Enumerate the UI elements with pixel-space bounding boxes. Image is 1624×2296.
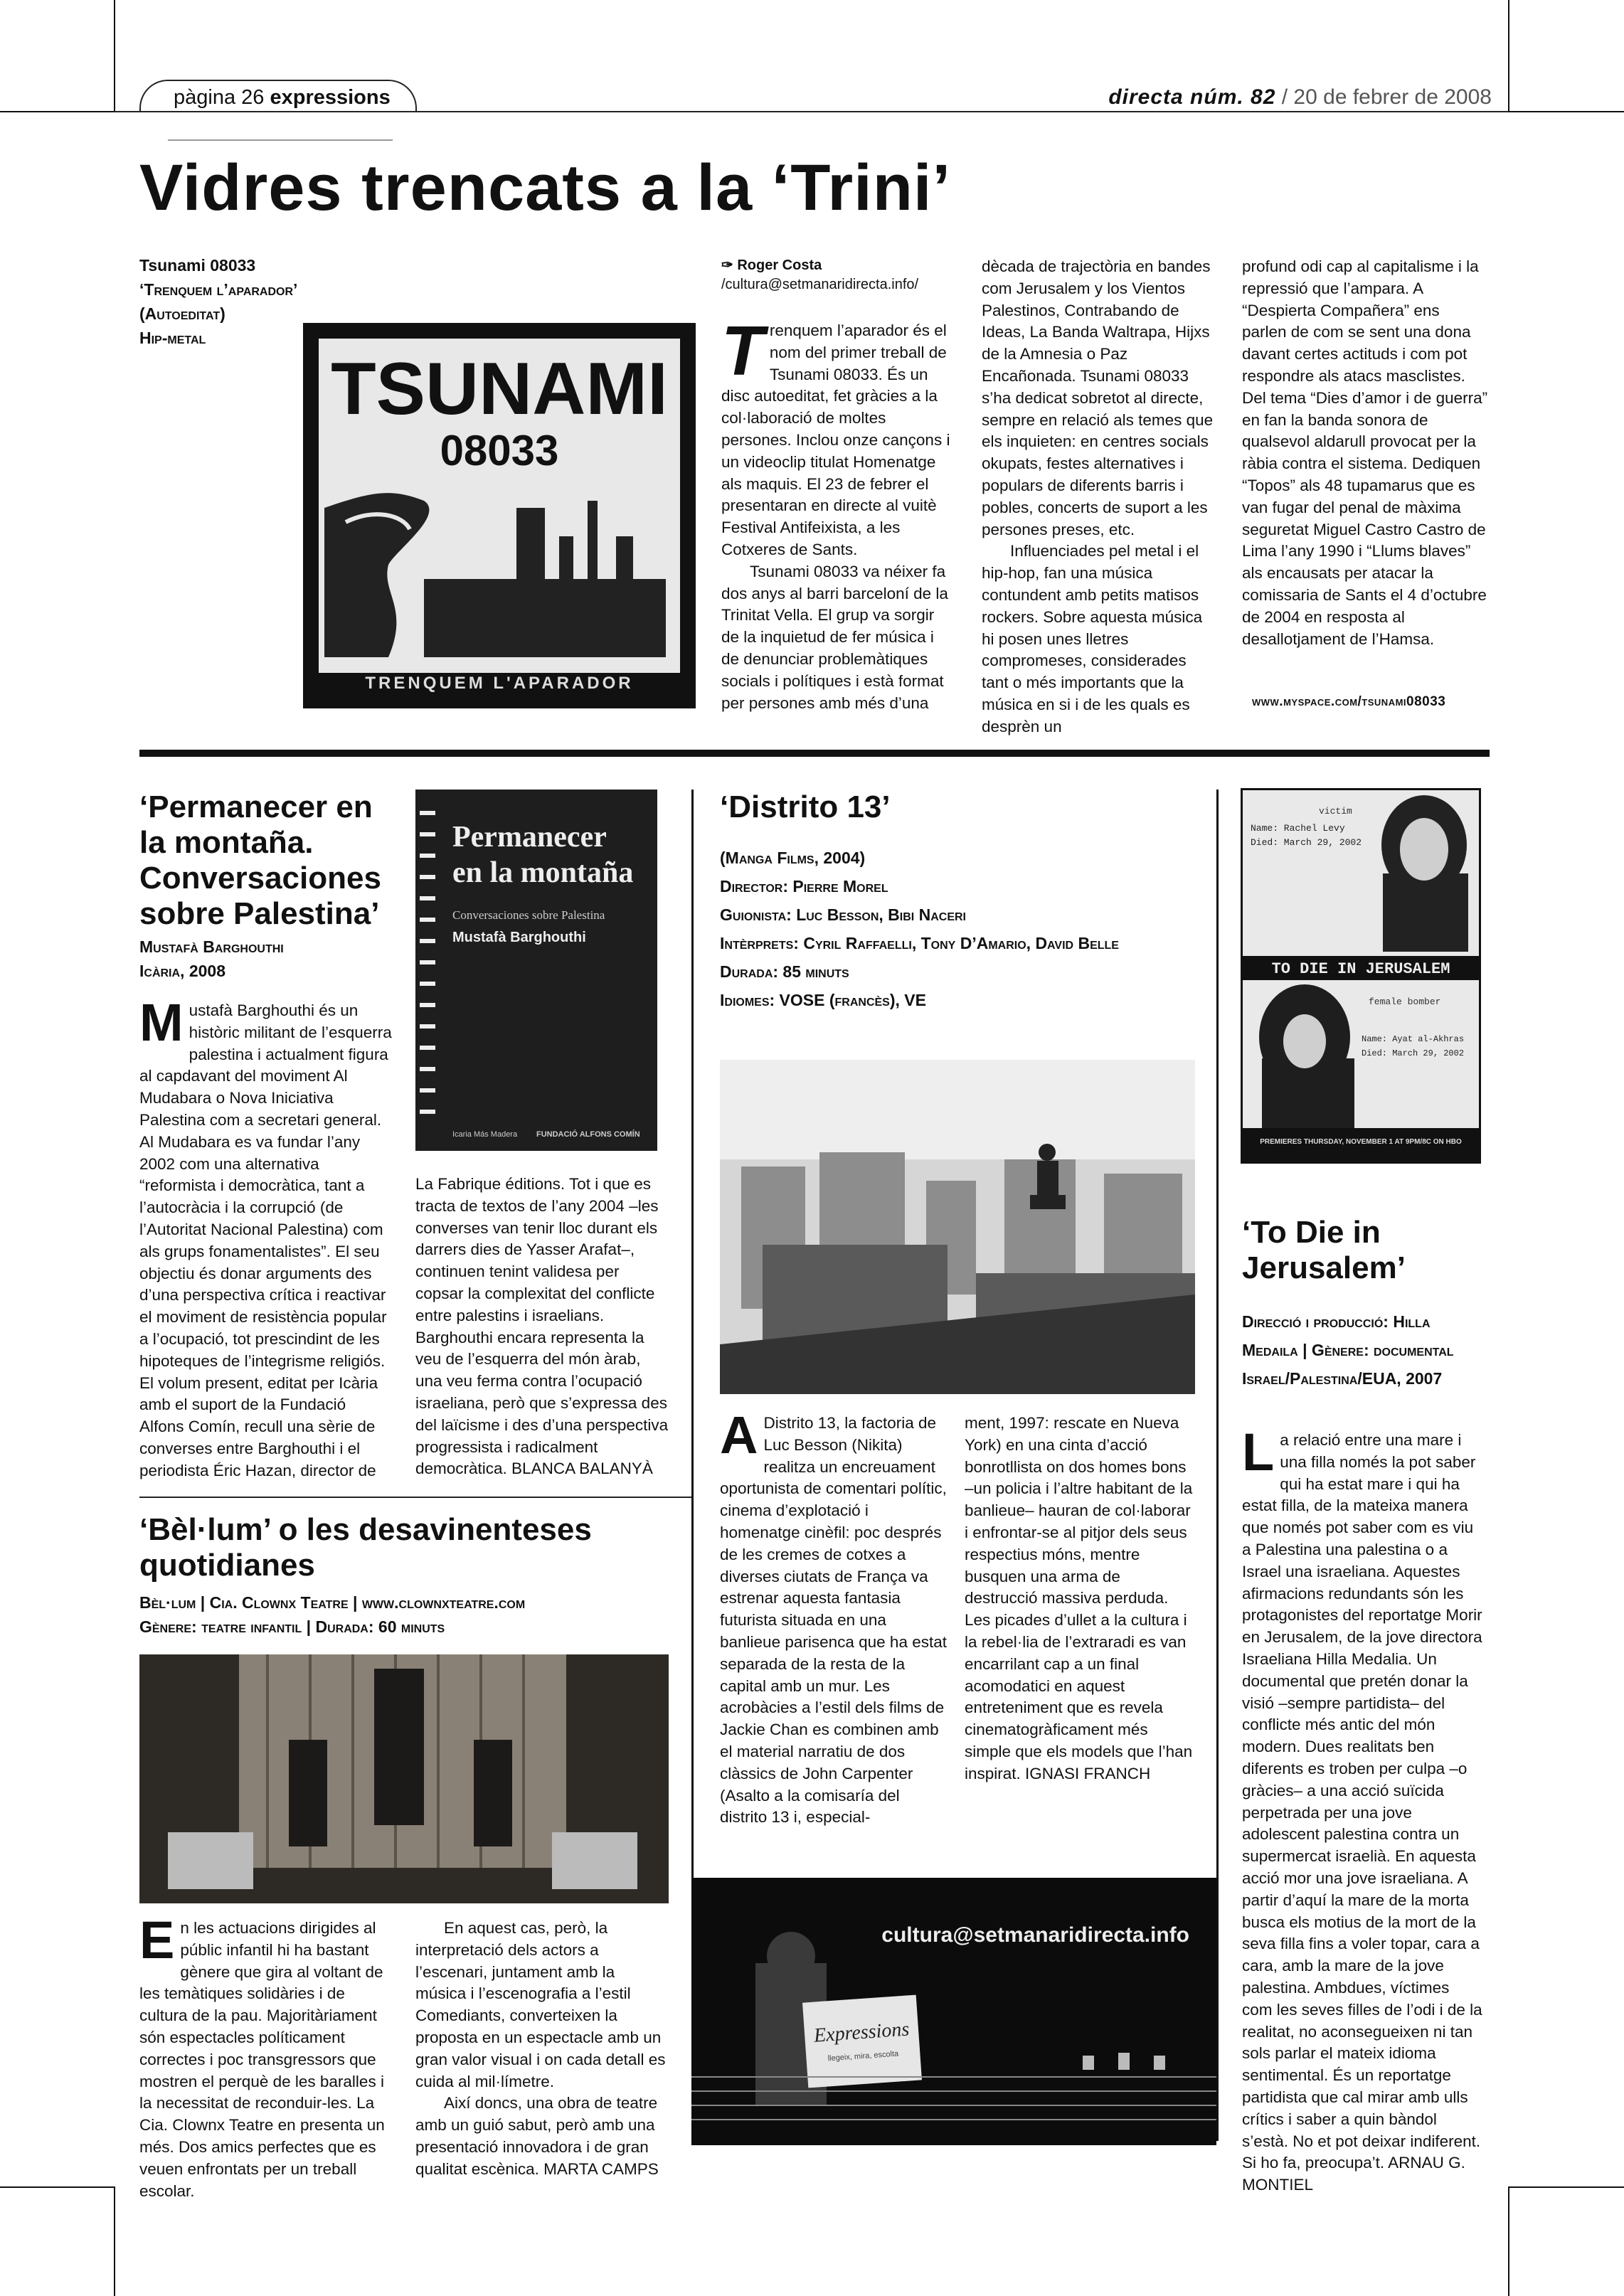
- cover-caption: TRENQUEM L'APARADOR: [365, 674, 634, 693]
- film-column-2: [965, 1413, 1195, 1785]
- byline: [721, 256, 956, 293]
- main-text-1: renquem l’aparador és el nom del primer treball de Tsunami 08033. És un disc autoeditat, fet gràcies a la col·laboració de moltes persones. Inclou onze cançons i un videoclip titulat Homenatge als maquis. El 23 de febrer el presentaran en directe al vuitè Festival Antifeixista, a les Cotxeres de Sants.: [721, 321, 950, 558]
- book-author: Mustafà Barghouthi: [139, 937, 284, 956]
- book-cover-art: [415, 790, 657, 1151]
- film-credit-duration: Durada: 85 minuts: [720, 962, 849, 981]
- main-text-3: profund odi cap al capitalisme i la repressió que l’ampara. A “Despierta Compañera” ens parlen de com se sent una dona davant certes actituds i com pot respondre als atacs masclistes. Del tema “Dies d’amor i de guerra” en fan la banda sonora de qualsevol aldarull provocat per la ràbia contra el sistema. Dediquen “Topos” als 48 tupamarus que es van fugar del penal de màxima seguretat Miguel Castro Castro de Lima l’any 1990 i “Llums blaves” als encausats per atacar la comissaria de Sants el 4 d’octubre de 2004 en resposta al desallotjament de l’Hamsa.: [1242, 257, 1488, 648]
- book-publisher: Icària, 2008: [139, 962, 226, 980]
- book-cover-author: Mustafà Barghouthi: [452, 930, 586, 945]
- album-title: ‘Trenquem l’aparador’: [139, 280, 298, 299]
- poster-died-1: Died: March 29, 2002: [1251, 837, 1362, 848]
- main-column-1: [721, 312, 956, 714]
- publication-name: directa núm. 82: [1108, 85, 1276, 109]
- crop-mark: [1508, 0, 1509, 111]
- crop-mark: [0, 2186, 114, 2188]
- myspace-link[interactable]: www.myspace.com/tsunami08033: [1252, 694, 1446, 709]
- doc-text-1: a relació entre una mare i una filla només la pot saber qui ha estat mare i qui ha estat filla, de la mateixa manera que només pot saber com es viu a Palestina una palestina o a Israel una israeliana. Aquestes afirmacions redundants són les protagonistes del reportatge Morir en Jerusalem, de la jove directora Israeliana Hilla Medalia. Un documental que pretén donar la visió –sempre partidista– del conflicte més antic del món modern. Dues realitats ben diferents es troben per culpa –o gràcies– a una acció suïcida perpetrada per una jove adolescent palestina contra un supermercat israelià. En aquesta acció mor una jove israeliana. A partir d’aquí la mare de la morta busca els motius de la mort de la seva filla fins a voler topar, cara a cara, amb la mare de la jove palestina. Ambdues, víctimes com les seves filles de l’odi i de la realitat, no aconsegueixen ni tan sols parlar el mateix idioma sentimental. És un reportatge partidista que cal mirar amb ulls crítics i saber a quin bàndol s’està. No et pot deixar indiferent. Si ho fa, preocupa’t. ARNAU G. MONTIEL: [1242, 1431, 1482, 2194]
- promo-sign-text: Expressions: [813, 2018, 911, 2047]
- book-column-1: [139, 993, 393, 1482]
- page-title: Vidres trencats a la ‘Trini’: [139, 152, 952, 224]
- header-rule: [114, 111, 1508, 112]
- film-text-1: Distrito 13, la factoria de Luc Besson (Nikita) realitza un encreuament oportunista de comentari polític, cinema d’explotació i homenatge cinèfil: poc després de les cremes de cotxes a diverses ciutats de França va estrenar aquesta fantasia futurista situada en una banlieue parisenca que ha estat separada de la resta de la capital amb un mur. Les acrobàcies a l’estil dels films de Jackie Chan es combinen amb el material narratiu de dos clàssics de John Carpenter (Asalto a la comisaría del distrito 13 i, especial-: [720, 1414, 947, 1827]
- theatre-photo: [139, 1654, 669, 1903]
- doc-poster: [1241, 788, 1481, 1164]
- promo-box: [691, 1878, 1216, 2145]
- doc-poster-art: [1241, 788, 1481, 1164]
- film-credit-director: Director: Pierre Morel: [720, 877, 888, 895]
- doc-credits: Direcció i producció: Hilla Medaila | Gènere: documental Israel/Palestina/EUA, 2007: [1242, 1312, 1454, 1388]
- main-column-2: [982, 256, 1216, 738]
- theatre-credits-2: Gènere: teatre infantil | Durada: 60 minuts: [139, 1617, 445, 1636]
- main-text-1b: Tsunami 08033 va néixer fa dos anys al barri barceloní de la Trinitat Vella. El grup va sorgir de la inquietud de fer música i de denunciar problemàtiques socials i polítiques i està format per persones amb més d’una: [721, 562, 948, 712]
- doc-title: ‘To Die in Jerusalem’: [1242, 1215, 1406, 1285]
- film-text-2: ment, 1997: rescate en Nueva York) en una cinta d’acció bonrotllista on dos homes bons –un policia i l’altre habitant de la banlieue– hauran de col·laborar i enfrontar-se al pitjor dels seus respectius móns, mentre busquen una arma de destrucció massiva perduda. Les picades d’ullet a la cultura i la rebel·lia de l’extraradi es van encarrilant cap a un final acomodatici en aquest entreteniment que es revela cinematogràficament més simple que els models que l’han inspirat. IGNASI FRANCH: [965, 1414, 1193, 1782]
- dropcap: T: [721, 312, 764, 390]
- album-label: (Autoeditat): [139, 304, 225, 323]
- book-review-header: [139, 790, 403, 983]
- album-band: Tsunami 08033: [139, 256, 256, 275]
- promo-email: cultura@setmanaridirecta.info: [881, 1923, 1189, 1947]
- section-rule: [139, 1497, 691, 1498]
- book-cover-subtitle: Conversaciones sobre Palestina: [452, 908, 605, 922]
- cover-band-name: TSUNAMI: [331, 348, 668, 430]
- poster-died-2: Died: March 29, 2002: [1362, 1048, 1465, 1058]
- dropcap: E: [139, 1910, 175, 1970]
- crop-mark: [114, 2186, 115, 2296]
- crop-mark: [114, 0, 115, 111]
- poster-bomber: female bomber: [1369, 996, 1441, 1007]
- author-name: ✑ Roger Costa: [721, 257, 822, 273]
- crop-mark: [1508, 2186, 1624, 2188]
- title-rule: [168, 139, 393, 141]
- poster-name-1: Name: Rachel Levy: [1251, 823, 1345, 834]
- section-name: expressions: [270, 86, 391, 109]
- theatre-text-2: En aquest cas, però, la interpretació dels actors a l’escenari, juntament amb la música i l’escenografia a l’estil Comediants, converteixen la proposta en un espectacle amb un gran valor visual i on cada detall es cuida al mil·límetre.: [415, 1919, 666, 2090]
- book-credits: [139, 935, 403, 983]
- poster-banner: TO DIE IN JERUSALEM: [1271, 960, 1450, 978]
- cover-number: 08033: [440, 427, 559, 474]
- column-divider: [1216, 790, 1219, 2141]
- column-divider: [691, 790, 694, 1956]
- author-email: /cultura@setmanaridirecta.info/: [721, 277, 919, 292]
- poster-victim: victim: [1319, 806, 1352, 817]
- promo-sign-subtext: llegeix, mira, escolta: [827, 2049, 899, 2063]
- doc-review-header: [1242, 1215, 1488, 1393]
- film-column-1: [720, 1405, 949, 1829]
- section-divider: [139, 750, 1490, 757]
- film-credit-producer: (Manga Films, 2004): [720, 849, 866, 867]
- doc-column-1: [1242, 1423, 1484, 2196]
- main-column-3: [1242, 256, 1488, 650]
- theatre-text-1: n les actuacions dirigides al públic infantil hi ha bastant gènere que gira al voltant de les temàtiques solidàries i de cultura de la pau. Majoritàriament són espectacles políticament correctes i poc transgressors que mostren el perquè de les baralles i la necessitat de reconduir-les. La Cia. Clownx Teatre en presenta un més. Dos amics perfectes que es veuen enfrontats per un treball escolar.: [139, 1919, 385, 2200]
- theatre-column-1: [139, 1910, 393, 2202]
- cover-art: [303, 323, 696, 708]
- theatre-photo-art: [139, 1654, 669, 1903]
- page-label: pàgina: [174, 86, 236, 109]
- theatre-text-2b: Així doncs, una obra de teatre amb un guió sabut, però amb una presentació innovadora i de gran qualitat escènica. MARTA CAMPS: [415, 2094, 659, 2178]
- film-credit-languages: Idiomes: VOSE (francès), VE: [720, 991, 926, 1009]
- book-cover-imprint: Icaria Más Madera: [452, 1130, 518, 1139]
- crop-mark: [0, 111, 114, 112]
- book-text-2: La Fabrique éditions. Tot i que es tracta de textos de l’any 2004 –les converses van tenir lloc durant els darrers dies de Yasser Arafat–, continuen tenint validesa per copsar la complexitat del conflicte entre palestins i israelians. Barghouthi encara representa la veu de l’esquerra del món àrab, una veu ferma contra l’ocupació israeliana, però que s’expressa des del laïcisme i des d’una perspectiva progressista i radicalment democràtica. BLANCA BALANYÀ: [415, 1175, 669, 1478]
- film-credit-writer: Guionista: Luc Besson, Bibi Naceri: [720, 905, 966, 924]
- film-still-art: [720, 1060, 1195, 1394]
- crop-mark: [1508, 2186, 1509, 2296]
- film-title: ‘Distrito 13’: [720, 790, 891, 824]
- dropcap: L: [1242, 1423, 1275, 1482]
- masthead: [1108, 85, 1492, 110]
- album-credits: [139, 253, 324, 350]
- book-cover: [415, 790, 657, 1151]
- film-credit-cast: Intèrprets: Cyril Raffaelli, Tony D’Amario, David Belle: [720, 934, 1119, 952]
- poster-premiere: PREMIERES THURSDAY, NOVEMBER 1 AT 9PM/8C ON HBO: [1260, 1138, 1462, 1146]
- crop-mark: [1508, 111, 1624, 112]
- page-tab: [139, 80, 417, 112]
- issue-date: / 20 de febrer de 2008: [1281, 85, 1492, 109]
- dropcap: M: [139, 993, 184, 1052]
- film-review-header: [720, 790, 1204, 1014]
- promo-art: [691, 1878, 1216, 2145]
- book-title: ‘Permanecer en la montaña. Conversaciones sobre Palestina’: [139, 790, 381, 931]
- film-still: [720, 1060, 1195, 1394]
- book-cover-title-1: Permanecer: [452, 821, 607, 854]
- album-cover: [303, 323, 696, 708]
- theatre-review-header: [139, 1512, 680, 1639]
- page-number: 26: [241, 86, 265, 109]
- theatre-credits-1: Bèl·lum | Cia. Clownx Teatre | www.clownxteatre.com: [139, 1593, 526, 1612]
- main-text-2: dècada de trajectòria en bandes com Jerusalem y los Vientos Palestinos, Contrabando de Ideas, La Banda Waltrapa, Hijxs de la Amnesia o Paz Encañonada. Tsunami 08033 s’ha dedicat sobretot al directe, sempre en relació als temes que els inquieten: en centres socials okupats, festes alternatives i populars de diferents barris i pobles, concerts de suport a les persones preses, etc.: [982, 257, 1214, 538]
- book-text-1: ustafà Barghouthi és un històric militant de l’esquerra palestina i actualment figura al capdavant del moviment Al Mudabara o Nova Iniciativa Palestina com a secretari general. Al Mudabara es va fundar l’any 2002 com una alternativa “reformista i democràtica, tant a l’autocràcia i la corrupció (de l’Autoritat Nacional Palestina) com als grups fonamentalistes”. El seu objectiu és donar arguments des d’una perspectiva crítica i reactivar el moviment de resistència popular a l’ocupació, tot prescindint de les hipoteques de l’integrisme religiós. El volum present, editat per Icària amb el suport de la Fundació Alfons Comín, recull una sèrie de converses entre Barghouthi i el periodista Éric Hazan, director de: [139, 1001, 392, 1479]
- book-cover-title-2: en la montaña: [452, 856, 634, 889]
- book-cover-foundation: FUNDACIÓ ALFONS COMÍN: [536, 1130, 640, 1139]
- theatre-title: ‘Bèl·lum’ o les desavinenteses quotidianes: [139, 1512, 592, 1583]
- main-text-2b: Influenciades pel metal i el hip-hop, fan una música contundent amb petits matisos rockers. Sobre aquesta música hi posen unes lletres compromeses, considerades tant o més importants que la música en si i de les quals es desprèn un: [982, 542, 1203, 735]
- theatre-credits: [139, 1590, 680, 1639]
- album-genre: Hip-metal: [139, 329, 206, 347]
- poster-name-2: Name: Ayat al-Akhras: [1362, 1034, 1465, 1044]
- dropcap: A: [720, 1405, 758, 1465]
- book-column-2: [415, 1174, 669, 1480]
- theatre-column-2: [415, 1918, 669, 2181]
- film-credits: [720, 844, 1204, 1014]
